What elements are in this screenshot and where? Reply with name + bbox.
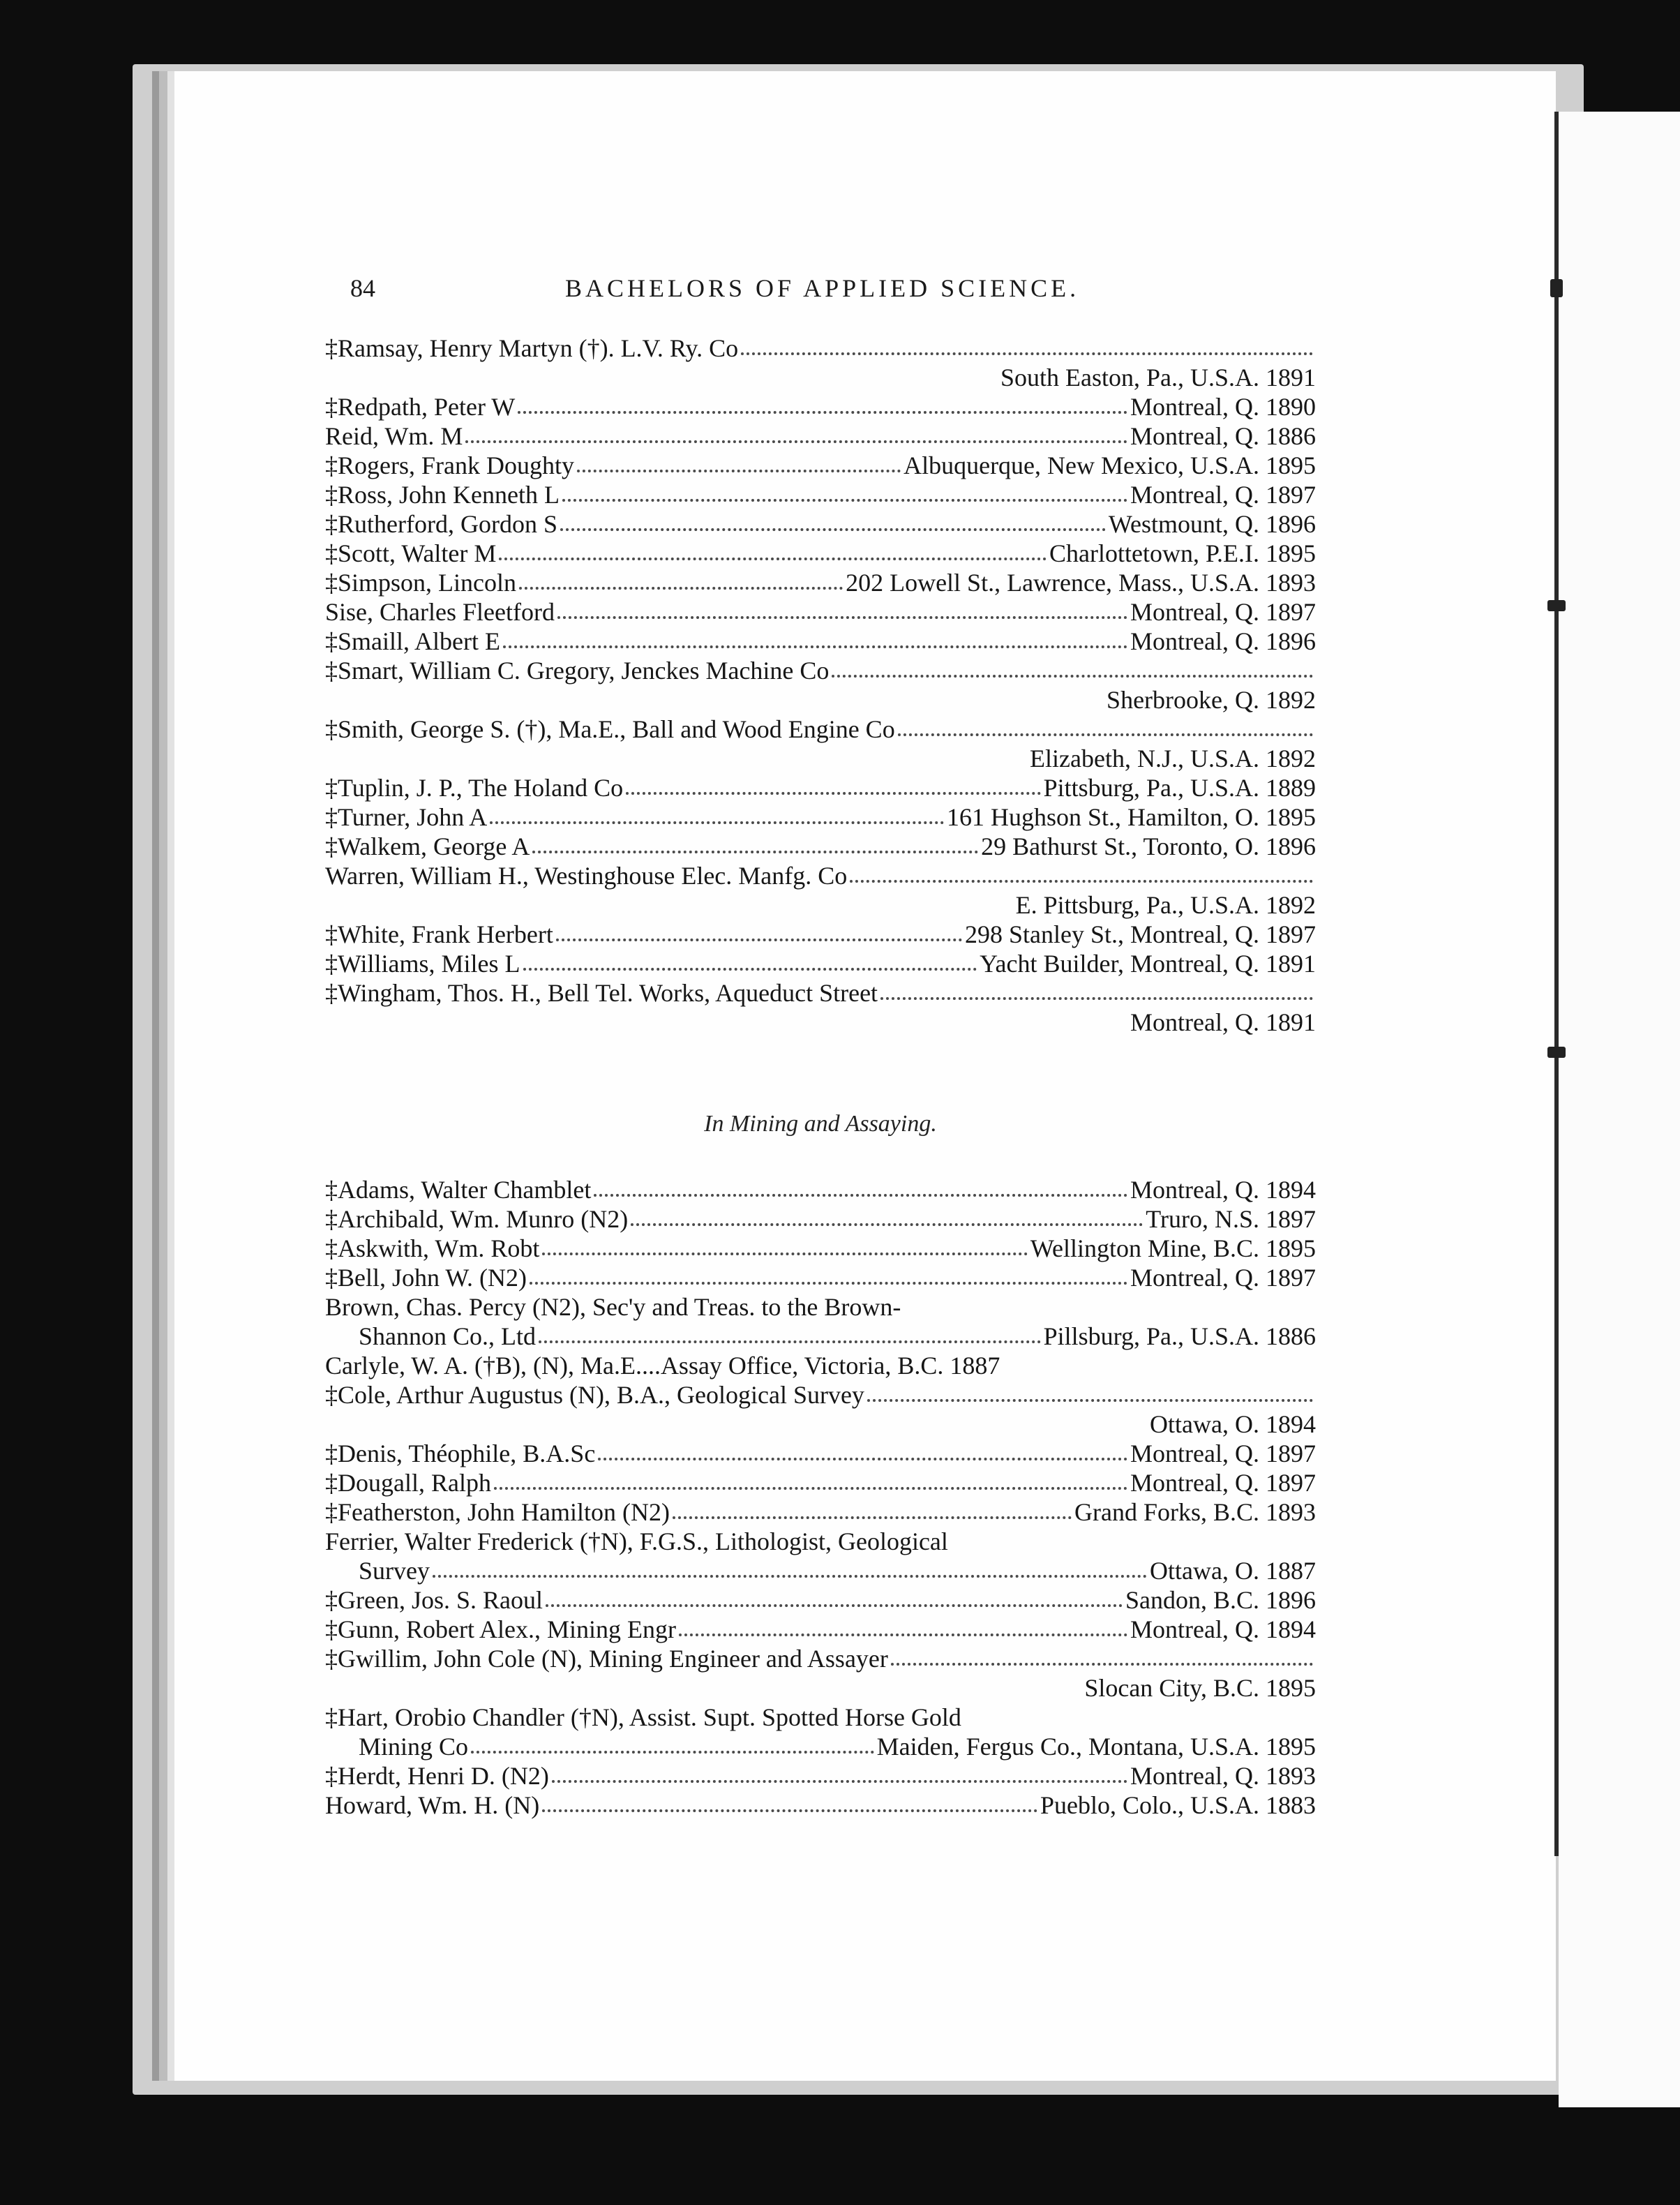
dot-leader — [594, 1188, 1127, 1197]
entry-location: Ottawa, O. 1894 — [1150, 1410, 1316, 1438]
entry-location: Ottawa, O. 1887 — [1150, 1557, 1316, 1585]
dot-leader — [891, 1657, 1313, 1666]
entry-text: Brown, Chas. Percy (N2), Sec'y and Treas. to the Brown- — [325, 1293, 901, 1321]
entry-line — [325, 1008, 1316, 1037]
entry-location: Montreal, Q. 1897 — [1130, 598, 1316, 626]
entry-location: Wellington Mine, B.C. 1895 — [1030, 1234, 1316, 1262]
entry-line — [325, 1204, 1316, 1234]
dot-leader — [598, 1452, 1127, 1460]
entry-name: ‡Dougall, Ralph — [325, 1469, 491, 1497]
dot-leader — [503, 640, 1127, 648]
entry-name: ‡Ramsay, Henry Martyn (†). L.V. Ry. Co — [325, 334, 739, 362]
entry-name: ‡Wingham, Thos. H., Bell Tel. Works, Aqueduct Street — [325, 979, 878, 1007]
entry-name: ‡Bell, John W. (N2) — [325, 1264, 527, 1292]
dot-leader — [465, 435, 1127, 443]
dot-leader — [673, 1511, 1072, 1519]
entry-line — [325, 1263, 1316, 1292]
entry-name: ‡Walkem, George A — [325, 832, 530, 860]
dot-leader — [499, 552, 1047, 560]
entry-line — [325, 744, 1316, 773]
entry-name: ‡White, Frank Herbert — [325, 920, 553, 948]
entry-location: Montreal, Q. 1890 — [1130, 393, 1316, 421]
entry-name: Reid, Wm. M — [325, 422, 463, 450]
entry-location: Sherbrooke, Q. 1892 — [1107, 686, 1316, 714]
entry-location: 298 Stanley St., Montreal, Q. 1897 — [965, 920, 1316, 948]
entry-line — [325, 1380, 1316, 1410]
entry-name: Howard, Wm. H. (N) — [325, 1791, 540, 1819]
page-header — [342, 274, 1319, 308]
entry-line — [325, 890, 1316, 920]
dot-leader — [880, 992, 1313, 1000]
entry-line — [325, 392, 1316, 421]
entries-list-general — [325, 334, 1316, 1037]
entry-name: ‡Rogers, Frank Doughty — [325, 451, 574, 479]
dot-leader — [542, 1804, 1037, 1812]
entry-location: Slocan City, B.C. 1895 — [1084, 1674, 1316, 1702]
dot-leader — [532, 845, 978, 853]
entry-name: ‡Gunn, Robert Alex., Mining Engr — [325, 1615, 676, 1643]
entry-line — [325, 1732, 1316, 1761]
dot-leader — [898, 728, 1313, 736]
entry-line — [325, 920, 1316, 949]
entry-line — [325, 861, 1316, 890]
dot-leader — [518, 405, 1127, 414]
dot-leader — [562, 493, 1127, 502]
entry-location: Elizabeth, N.J., U.S.A. 1892 — [1030, 745, 1316, 772]
entry-line — [325, 715, 1316, 744]
dot-leader — [471, 1745, 874, 1754]
entry-line — [325, 1673, 1316, 1703]
entry-line — [325, 451, 1316, 480]
entry-location: Albuquerque, New Mexico, U.S.A. 1895 — [903, 451, 1316, 479]
dot-leader — [832, 669, 1313, 678]
entry-location: E. Pittsburg, Pa., U.S.A. 1892 — [1015, 891, 1316, 919]
entry-line — [325, 1497, 1316, 1527]
entry-line — [325, 1175, 1316, 1204]
dot-leader — [850, 874, 1313, 883]
entry-line — [325, 978, 1316, 1008]
entry-line — [325, 539, 1316, 568]
entry-line — [325, 363, 1316, 392]
entry-location: Montreal, Q. 1886 — [1130, 422, 1316, 450]
binding-mark — [1550, 279, 1563, 297]
entry-location: Montreal, Q. 1894 — [1130, 1615, 1316, 1643]
dot-leader — [530, 1276, 1127, 1285]
entry-location: 29 Bathurst St., Toronto, O. 1896 — [981, 832, 1316, 860]
page-number: 84 — [350, 274, 375, 302]
entry-line — [325, 949, 1316, 978]
entry-line — [325, 1292, 1316, 1322]
entry-location: Montreal, Q. 1893 — [1130, 1762, 1316, 1790]
dot-leader — [539, 1335, 1041, 1343]
dot-leader — [867, 1393, 1313, 1402]
entry-line — [325, 627, 1316, 656]
entry-line — [325, 832, 1316, 861]
entry-name: ‡Williams, Miles L — [325, 950, 520, 978]
entry-line — [325, 597, 1316, 627]
entry-location: Charlottetown, P.E.I. 1895 — [1049, 539, 1316, 567]
dot-leader — [519, 581, 843, 590]
entry-name: ‡Smaill, Albert E — [325, 627, 500, 655]
dot-leader — [741, 347, 1313, 355]
dot-leader — [542, 1247, 1028, 1255]
entry-location: Montreal, Q. 1896 — [1130, 627, 1316, 655]
dot-leader — [626, 786, 1041, 795]
entry-location: Westmount, Q. 1896 — [1108, 510, 1316, 538]
dot-leader — [546, 1599, 1123, 1607]
entry-name: ‡Green, Jos. S. Raoul — [325, 1586, 543, 1614]
entry-location: Montreal, Q. 1897 — [1130, 481, 1316, 509]
entry-line — [325, 480, 1316, 509]
entry-line — [325, 802, 1316, 832]
section-heading: In Mining and Assaying. — [704, 1111, 937, 1137]
dot-leader — [556, 933, 962, 941]
entry-name: ‡Askwith, Wm. Robt — [325, 1234, 540, 1262]
entry-line — [325, 1410, 1316, 1439]
entry-location: Pueblo, Colo., U.S.A. 1883 — [1040, 1791, 1316, 1819]
entry-text: Ferrier, Walter Frederick (†N), F.G.S., Lithologist, Geological — [325, 1527, 948, 1555]
dot-leader — [552, 1774, 1127, 1783]
entry-location: Montreal, Q. 1897 — [1130, 1469, 1316, 1497]
entry-line — [325, 509, 1316, 539]
entry-name: Shannon Co., Ltd — [359, 1322, 537, 1350]
entry-line — [325, 685, 1316, 715]
entry-location: 202 Lowell St., Lawrence, Mass., U.S.A. 1893 — [846, 569, 1316, 597]
entry-line — [325, 1439, 1316, 1468]
dot-leader — [631, 1218, 1143, 1226]
entry-location: Montreal, Q. 1897 — [1130, 1440, 1316, 1467]
entry-text: Carlyle, W. A. (†B), (N), Ma.E....Assay Office, Victoria, B.C. 1887 — [325, 1352, 1000, 1380]
entry-line — [325, 1761, 1316, 1791]
entry-name: ‡Denis, Théophile, B.A.Sc — [325, 1440, 596, 1467]
entry-line — [325, 1585, 1316, 1615]
entry-line — [325, 334, 1316, 363]
dot-leader — [577, 464, 901, 472]
entry-name: ‡Turner, John A — [325, 803, 488, 831]
entry-name: ‡Herdt, Henri D. (N2) — [325, 1762, 549, 1790]
running-title: BACHELORS OF APPLIED SCIENCE. — [565, 274, 1080, 302]
entry-name: ‡Archibald, Wm. Munro (N2) — [325, 1205, 629, 1233]
dot-leader — [557, 611, 1127, 619]
facing-page-edge — [1559, 112, 1680, 2107]
entry-location: Pittsburg, Pa., U.S.A. 1889 — [1043, 774, 1316, 802]
entry-name: ‡Smith, George S. (†), Ma.E., Ball and Wood Engine Co — [325, 715, 895, 743]
entry-location: Pillsburg, Pa., U.S.A. 1886 — [1043, 1322, 1316, 1350]
entry-name: Survey — [359, 1557, 430, 1585]
entry-name: Warren, William H., Westinghouse Elec. Manfg. Co — [325, 862, 848, 890]
entry-line — [325, 656, 1316, 685]
entry-line — [325, 1351, 1316, 1380]
entry-line — [325, 1791, 1316, 1820]
entry-line — [325, 1234, 1316, 1263]
entry-line — [325, 1322, 1316, 1351]
entry-name: ‡Ross, John Kenneth L — [325, 481, 560, 509]
entry-name: ‡Rutherford, Gordon S — [325, 510, 557, 538]
entry-name: ‡Tuplin, J. P., The Holand Co — [325, 774, 624, 802]
entry-location: Maiden, Fergus Co., Montana, U.S.A. 1895 — [876, 1733, 1316, 1761]
entry-location: Montreal, Q. 1891 — [1130, 1008, 1316, 1036]
entry-location: Montreal, Q. 1897 — [1130, 1264, 1316, 1292]
entry-name: ‡Adams, Walter Chamblet — [325, 1176, 592, 1204]
entry-line — [325, 773, 1316, 802]
entry-name: Sise, Charles Fleetford — [325, 598, 555, 626]
entry-line — [325, 1703, 1316, 1732]
entry-name: ‡Scott, Walter M — [325, 539, 497, 567]
entry-name: Mining Co — [359, 1733, 469, 1761]
dot-leader — [494, 1481, 1127, 1490]
entry-location: Yacht Builder, Montreal, Q. 1891 — [980, 950, 1316, 978]
entry-text: ‡Hart, Orobio Chandler (†N), Assist. Supt. Spotted Horse Gold — [325, 1703, 961, 1731]
entry-line — [325, 421, 1316, 451]
entry-name: ‡Smart, William C. Gregory, Jenckes Machine Co — [325, 657, 830, 685]
dot-leader — [679, 1628, 1127, 1636]
entry-location: Truro, N.S. 1897 — [1146, 1205, 1316, 1233]
entry-line — [325, 1527, 1316, 1556]
binding-mark — [1547, 1047, 1566, 1058]
entry-name: ‡Cole, Arthur Augustus (N), B.A., Geological Survey — [325, 1381, 864, 1409]
entry-line — [325, 1615, 1316, 1644]
entry-name: ‡Featherston, John Hamilton (N2) — [325, 1498, 670, 1526]
binding-mark — [1547, 600, 1566, 611]
entry-location: 161 Hughson St., Hamilton, O. 1895 — [946, 803, 1316, 831]
entry-location: Grand Forks, B.C. 1893 — [1074, 1498, 1316, 1526]
entries-list-mining — [325, 1175, 1316, 1820]
entry-location: Sandon, B.C. 1896 — [1125, 1586, 1316, 1614]
entry-name: ‡Redpath, Peter W — [325, 393, 516, 421]
dot-leader — [433, 1569, 1147, 1578]
entry-line — [325, 568, 1316, 597]
entry-line — [325, 1644, 1316, 1673]
entry-location: Montreal, Q. 1894 — [1130, 1176, 1316, 1204]
entry-line — [325, 1556, 1316, 1585]
entry-line — [325, 1468, 1316, 1497]
dot-leader — [490, 816, 944, 824]
entry-name: ‡Gwillim, John Cole (N), Mining Engineer and Assayer — [325, 1645, 888, 1673]
entry-location: South Easton, Pa., U.S.A. 1891 — [1000, 364, 1316, 391]
dot-leader — [560, 523, 1106, 531]
entry-name: ‡Simpson, Lincoln — [325, 569, 517, 597]
dot-leader — [523, 962, 977, 971]
